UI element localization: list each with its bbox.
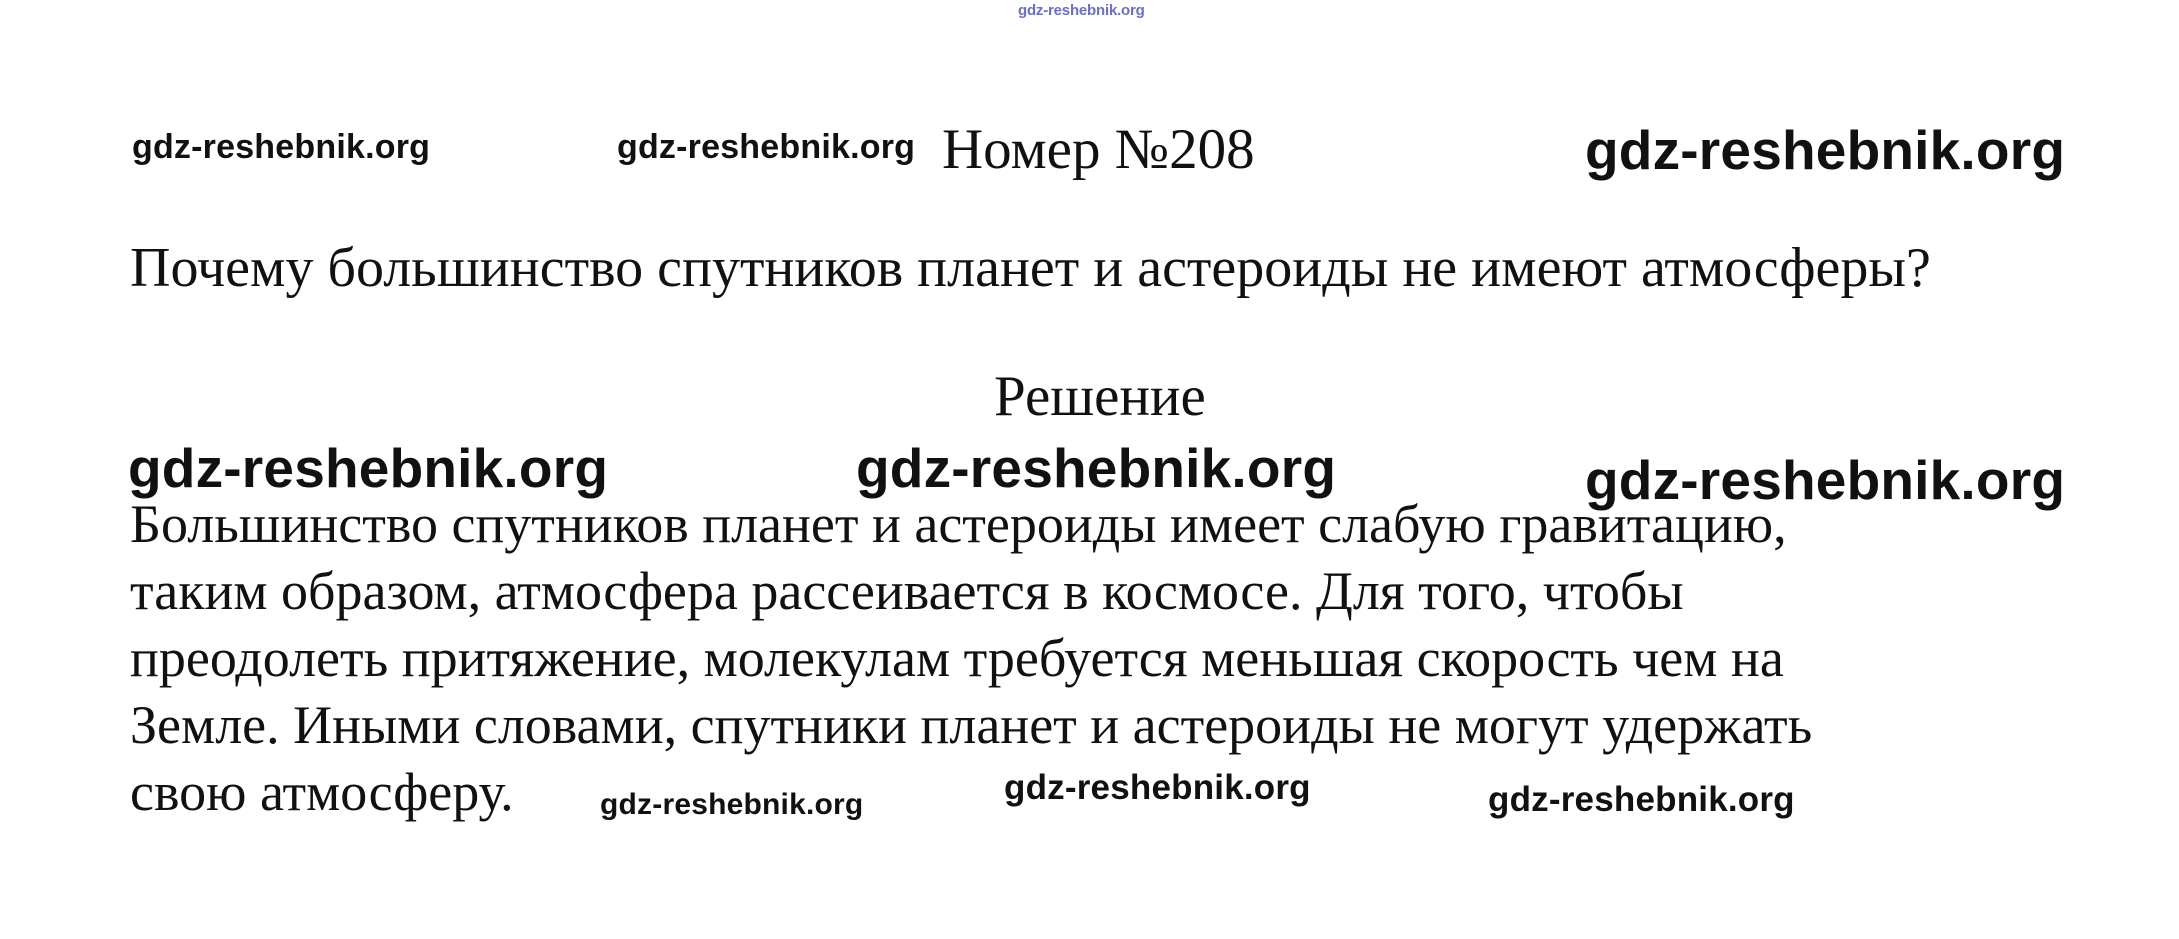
watermark: gdz-reshebnik.org xyxy=(132,128,431,166)
question-text: Почему большинство спутников планет и астероиды не имеют атмосферы? xyxy=(130,237,1931,299)
watermark: gdz-reshebnik.org xyxy=(1488,780,1795,819)
solution-line: свою атмосферу. xyxy=(130,762,514,822)
watermark: gdz-reshebnik.org xyxy=(617,128,916,166)
page-title: Номер №208 xyxy=(942,118,1255,181)
watermark: gdz-reshebnik.org xyxy=(128,437,609,499)
watermark: gdz-reshebnik.org xyxy=(1004,768,1311,807)
watermark: gdz-reshebnik.org xyxy=(600,788,864,821)
solution-heading: Решение xyxy=(994,365,1206,428)
solution-line: таким образом, атмосфера рассеивается в космосе. Для того, чтобы xyxy=(130,561,1684,621)
watermark: gdz-reshebnik.org xyxy=(1585,449,2066,511)
watermark: gdz-reshebnik.org xyxy=(1585,119,2066,181)
watermark-top: gdz-reshebnik.org xyxy=(1018,2,1145,19)
solution-line: Большинство спутников планет и астероиды имеет слабую гравитацию, xyxy=(130,494,1787,554)
watermark: gdz-reshebnik.org xyxy=(856,437,1337,499)
solution-line: Земле. Иными словами, спутники планет и астероиды не могут удержать xyxy=(130,695,1813,755)
solution-line: преодолеть притяжение, молекулам требуется меньшая скорость чем на xyxy=(130,628,1784,688)
